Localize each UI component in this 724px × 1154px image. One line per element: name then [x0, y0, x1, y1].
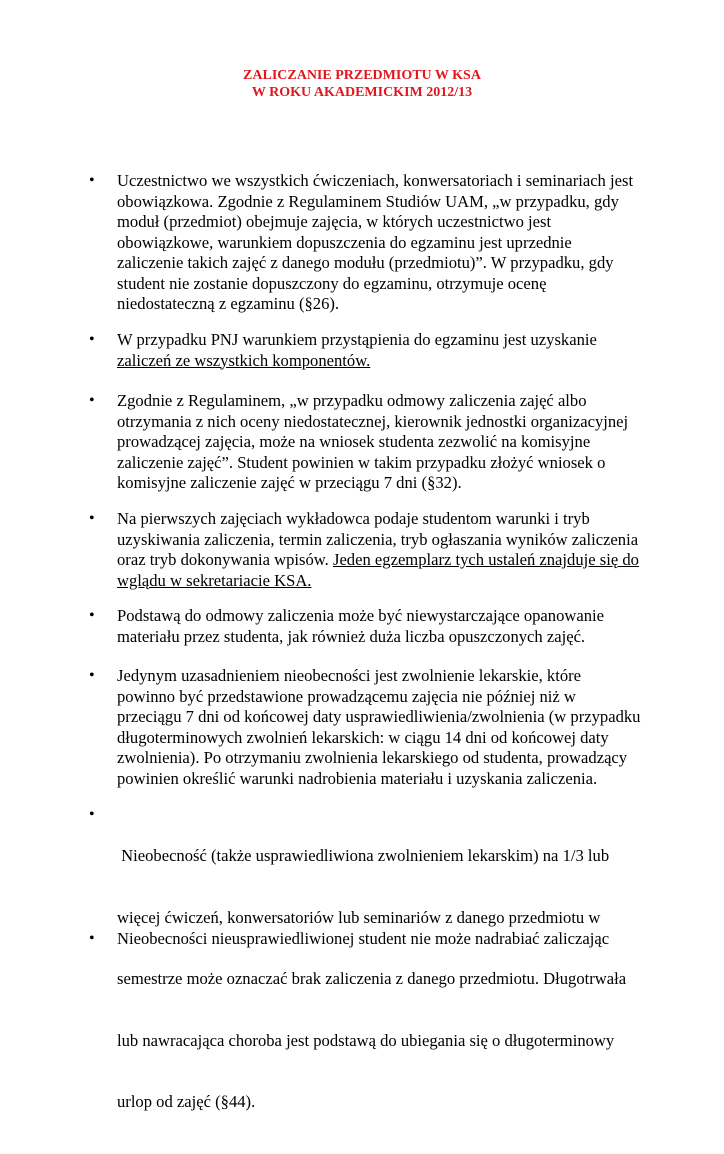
text-line: student nie zostanie dopuszczony do egzaminu, otrzymuje ocenę — [117, 273, 547, 293]
list-item — [89, 929, 699, 950]
list-item — [89, 171, 699, 315]
text-line: Na pierwszych zajęciach wykładowca podaje studentom warunki i tryb — [117, 509, 590, 528]
bullet-icon: • — [89, 172, 95, 189]
list-item — [89, 509, 699, 591]
text-line: Podstawą do odmowy zaliczenia może być niewystarczające opanowanie — [117, 606, 605, 625]
list-item — [89, 606, 699, 647]
document-title-line-1: ZALICZANIE PRZEDMIOTU W KSA — [243, 68, 481, 83]
text-line: komisyjne zaliczenie zajęć w przeciągu 7 dni (§32). — [117, 473, 462, 492]
text-line: lub nawracająca choroba jest podstawą do ubiegania się o długoterminowy — [117, 1030, 615, 1050]
bullet-icon: • — [89, 806, 95, 823]
text-line: obowiązkowe, warunkiem dopuszczenia do egzaminu jest uprzednie — [117, 232, 572, 252]
text-line: zaliczenie zajęć”. Student powinien w takim przypadku złożyć wniosek o — [117, 452, 606, 472]
list-item — [89, 330, 699, 371]
text-segment: oraz tryb dokonywania wpisów. — [117, 550, 333, 569]
bullet-icon: • — [89, 392, 95, 409]
list-item — [89, 391, 699, 494]
text-line: przeciągu 7 dni od końcowej daty usprawiedliwienia/zwolnienia (w przypadku — [117, 707, 641, 726]
text-line: urlop od zajęć (§44). — [117, 1092, 256, 1111]
text-line: długoterminowych zwolnień lekarskich: w ciągu 14 dni od końcowej daty — [117, 727, 609, 747]
bullet-icon: • — [89, 667, 95, 684]
text-line: otrzymania z nich oceny niedostatecznej, kierownik jednostki organizacyjnej — [117, 411, 629, 431]
text-line: Nieobecności nieusprawiedliwionej student nie może nadrabiać zaliczając — [117, 929, 610, 948]
list-item — [89, 805, 699, 1154]
text-line: Uczestnictwo we wszystkich ćwiczeniach, konwersatoriach i seminariach jest — [117, 171, 634, 190]
bullet-icon: • — [89, 607, 95, 624]
text-line: powinien określić warunki nadrobienia materiału i uzyskania zaliczenia. — [117, 768, 598, 788]
text-line: zaliczenie takich zajęć z danego modułu (przedmiotu)”. W przypadku, gdy — [117, 253, 614, 272]
bullet-icon: • — [89, 331, 95, 348]
underlined-text-segment: Jeden egzemplarz tych ustaleń znajduje się do — [332, 550, 639, 569]
document-title-line-2: W ROKU AKADEMICKIM 2012/13 — [251, 85, 473, 100]
text-line: obowiązkowa. Zgodnie z Regulaminem Studiów UAM, „w przypadku, gdy — [117, 191, 619, 211]
text-line: zwolnienia). Po otrzymaniu zwolnienia lekarskiego od studenta, prowadzący — [117, 748, 628, 767]
text-line: materiału przez studenta, jak również duża liczba opuszczonych zajęć. — [117, 626, 586, 646]
text-line: semestrze może oznaczać brak zaliczenia z danego przedmiotu. Długotrwała — [117, 969, 627, 988]
bullet-icon: • — [89, 510, 95, 527]
text-line: Nieobecność (także usprawiedliwiona zwolnieniem lekarskim) na 1/3 lub — [117, 846, 610, 865]
text-line: Jedynym uzasadnieniem nieobecności jest zwolnienie lekarskie, które — [117, 666, 582, 685]
text-line: prowadzącej zajęcia, może na wniosek studenta zezwolić na komisyjne — [117, 432, 591, 451]
text-line: niedostateczną z egzaminu (§26). — [117, 294, 340, 313]
bullet-icon: • — [89, 930, 95, 947]
text-line: uzyskiwania zaliczenia, termin zaliczenia, tryb ogłaszania wyników zaliczenia — [117, 529, 639, 549]
text-line — [117, 550, 699, 571]
text-line: moduł (przedmiot) obejmuje zajęcia, w których uczestnictwo jest — [117, 212, 552, 231]
underlined-text-line: wglądu w sekretariacie KSA. — [117, 570, 312, 590]
text-line: Zgodnie z Regulaminem, „w przypadku odmowy zaliczenia zajęć albo — [117, 391, 587, 410]
text-line: więcej ćwiczeń, konwersatoriów lub seminariów z danego przedmiotu w — [117, 907, 601, 927]
text-line: W przypadku PNJ warunkiem przystąpienia do egzaminu jest uzyskanie — [117, 330, 597, 349]
list-item — [89, 666, 699, 789]
text-line: powinno być przedstawione prowadzącemu zajęcia nie później niż w — [117, 686, 576, 706]
underlined-text-line: zaliczeń ze wszystkich komponentów. — [117, 350, 371, 370]
